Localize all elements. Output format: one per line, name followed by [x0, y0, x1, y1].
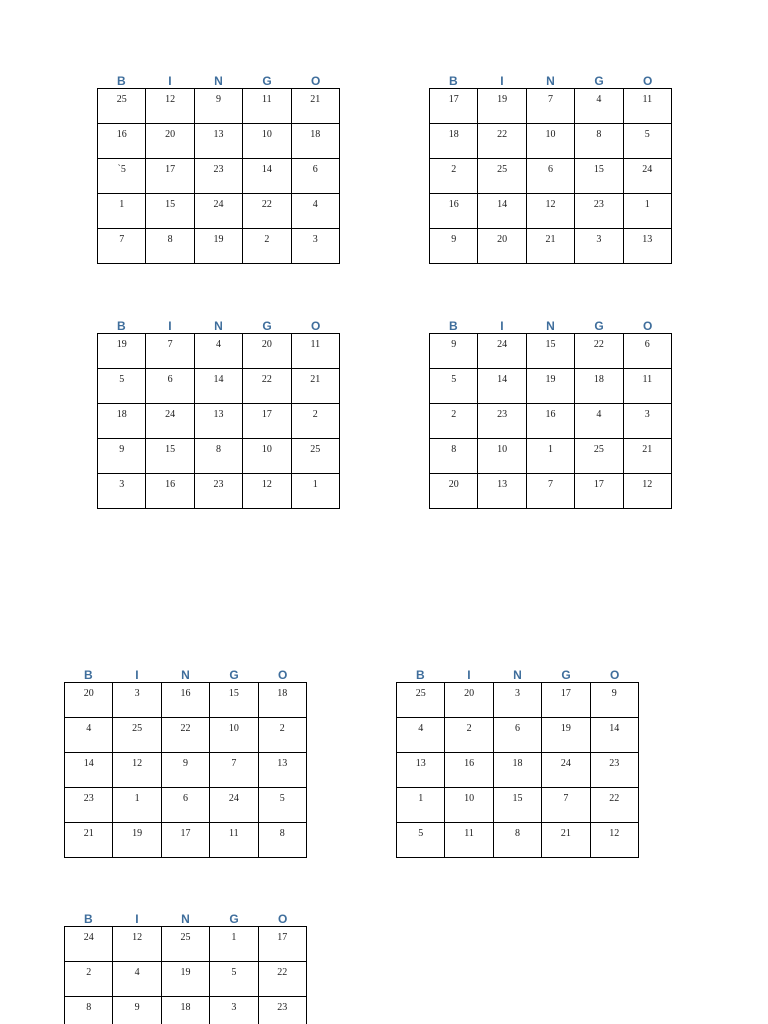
bingo-cell: 20 [243, 334, 291, 369]
bingo-cell: 22 [590, 788, 638, 823]
bingo-header-letter: B [116, 74, 126, 88]
bingo-header-letter: N [546, 74, 555, 88]
bingo-cell: 18 [291, 124, 339, 159]
bingo-cell: 24 [210, 788, 258, 823]
bingo-cell: 9 [590, 683, 638, 718]
bingo-header-letter: I [168, 74, 172, 88]
bingo-header [97, 315, 340, 333]
bingo-cell: 21 [526, 229, 574, 264]
bingo-cell: 11 [623, 89, 671, 124]
bingo-header-letter: B [116, 319, 126, 333]
bingo-grid [97, 88, 340, 264]
bingo-header-letter: N [214, 74, 223, 88]
bingo-header-letter: I [500, 74, 504, 88]
bingo-header-letter: N [181, 668, 190, 682]
bingo-row [65, 753, 307, 788]
bingo-cell: 4 [65, 718, 113, 753]
bingo-cell: 19 [478, 89, 526, 124]
bingo-cell: 8 [65, 997, 113, 1024]
bingo-cell: 11 [445, 823, 493, 858]
bingo-header-letter: G [561, 668, 571, 682]
bingo-header-letter: B [415, 668, 425, 682]
bingo-cell: 7 [526, 89, 574, 124]
bingo-header-letter: O [643, 319, 653, 333]
bingo-cell: 23 [65, 788, 113, 823]
bingo-cell: 13 [194, 124, 242, 159]
bingo-cell: 19 [161, 962, 209, 997]
bingo-cell: 14 [478, 369, 526, 404]
bingo-cell: 7 [542, 788, 590, 823]
bingo-row [98, 474, 340, 509]
bingo-cell: 17 [542, 683, 590, 718]
bingo-cell: 20 [445, 683, 493, 718]
bingo-cell: 16 [526, 404, 574, 439]
bingo-cell: 3 [98, 474, 146, 509]
bingo-cell: 10 [243, 124, 291, 159]
bingo-card [429, 315, 672, 509]
bingo-row [430, 439, 672, 474]
bingo-cell: 7 [98, 229, 146, 264]
bingo-cell: 15 [146, 439, 194, 474]
bingo-cell: 16 [161, 683, 209, 718]
bingo-row [397, 683, 639, 718]
bingo-cell: 7 [526, 474, 574, 509]
bingo-cell: 1 [397, 788, 445, 823]
bingo-cell: 19 [113, 823, 161, 858]
bingo-row [430, 194, 672, 229]
bingo-cell: 14 [478, 194, 526, 229]
bingo-cell: 10 [526, 124, 574, 159]
bingo-row [65, 823, 307, 858]
bingo-cell: 12 [623, 474, 671, 509]
bingo-cell: 13 [194, 404, 242, 439]
bingo-cell: 9 [113, 997, 161, 1024]
bingo-cell: 11 [291, 334, 339, 369]
bingo-card [396, 664, 639, 858]
bingo-cell: 9 [430, 229, 478, 264]
bingo-grid [97, 333, 340, 509]
bingo-cell: 2 [430, 404, 478, 439]
bingo-row [430, 474, 672, 509]
bingo-cell: 22 [243, 369, 291, 404]
bingo-cell: 22 [243, 194, 291, 229]
bingo-cell: 9 [98, 439, 146, 474]
bingo-cell: 24 [194, 194, 242, 229]
bingo-row [98, 369, 340, 404]
bingo-cell: 6 [146, 369, 194, 404]
bingo-cell: 15 [575, 159, 623, 194]
bingo-cell: 25 [113, 718, 161, 753]
bingo-row [65, 927, 307, 962]
bingo-cell: 17 [146, 159, 194, 194]
bingo-cell: 23 [590, 753, 638, 788]
bingo-cell: 17 [430, 89, 478, 124]
bingo-header-letter: N [546, 319, 555, 333]
bingo-cell: 4 [291, 194, 339, 229]
bingo-cell: 12 [590, 823, 638, 858]
bingo-cell: 2 [65, 962, 113, 997]
bingo-cell: 25 [478, 159, 526, 194]
bingo-row [98, 229, 340, 264]
bingo-header [64, 908, 307, 926]
bingo-row [65, 962, 307, 997]
bingo-cell: 13 [478, 474, 526, 509]
bingo-cell: 22 [478, 124, 526, 159]
bingo-cell: 3 [623, 404, 671, 439]
bingo-cell: 18 [575, 369, 623, 404]
bingo-grid [429, 333, 672, 509]
bingo-row [65, 683, 307, 718]
bingo-header-letter: G [594, 319, 604, 333]
bingo-header [429, 315, 672, 333]
bingo-header [396, 664, 639, 682]
bingo-cell: 18 [258, 683, 306, 718]
bingo-cell: 8 [194, 439, 242, 474]
bingo-header-letter: N [214, 319, 223, 333]
bingo-cell: 2 [258, 718, 306, 753]
bingo-header-letter: G [262, 319, 272, 333]
bingo-header-letter: I [135, 668, 139, 682]
bingo-cell: 25 [397, 683, 445, 718]
bingo-cell: 21 [291, 89, 339, 124]
bingo-row [98, 89, 340, 124]
bingo-cell: 22 [161, 718, 209, 753]
bingo-cell: 15 [493, 788, 541, 823]
bingo-cell: 4 [113, 962, 161, 997]
bingo-grid [64, 926, 307, 1024]
bingo-cell: 1 [291, 474, 339, 509]
bingo-header-letter: I [168, 319, 172, 333]
bingo-header-letter: O [610, 668, 620, 682]
bingo-cell: 14 [65, 753, 113, 788]
bingo-header-letter: N [181, 912, 190, 926]
bingo-cell: 1 [113, 788, 161, 823]
bingo-cell: 20 [430, 474, 478, 509]
bingo-cell: 21 [291, 369, 339, 404]
bingo-cell: 8 [146, 229, 194, 264]
bingo-row [397, 823, 639, 858]
bingo-cell: 2 [243, 229, 291, 264]
bingo-grid [429, 88, 672, 264]
bingo-cell: 22 [258, 962, 306, 997]
bingo-cell: 4 [194, 334, 242, 369]
bingo-cell: 19 [194, 229, 242, 264]
bingo-cell: 1 [623, 194, 671, 229]
bingo-cell: 11 [623, 369, 671, 404]
bingo-cell: 13 [258, 753, 306, 788]
bingo-header-letter: O [311, 74, 321, 88]
bingo-cell: 1 [210, 927, 258, 962]
bingo-row [397, 788, 639, 823]
bingo-cell: 2 [291, 404, 339, 439]
bingo-cell: 23 [478, 404, 526, 439]
bingo-row [430, 124, 672, 159]
bingo-cell: 17 [258, 927, 306, 962]
bingo-row [65, 788, 307, 823]
bingo-row [65, 997, 307, 1024]
bingo-cell: 18 [493, 753, 541, 788]
bingo-header-letter: O [311, 319, 321, 333]
bingo-row [98, 194, 340, 229]
bingo-cell: 5 [98, 369, 146, 404]
bingo-cell: 17 [243, 404, 291, 439]
bingo-header [64, 664, 307, 682]
bingo-cell: 16 [98, 124, 146, 159]
bingo-cell: 14 [590, 718, 638, 753]
bingo-row [430, 159, 672, 194]
bingo-header-letter: O [278, 668, 288, 682]
bingo-cell: 9 [194, 89, 242, 124]
bingo-cell: 14 [194, 369, 242, 404]
bingo-header-letter: B [83, 668, 93, 682]
bingo-cell: 24 [623, 159, 671, 194]
bingo-cell: 3 [291, 229, 339, 264]
bingo-cell: 25 [291, 439, 339, 474]
bingo-cell: 13 [397, 753, 445, 788]
bingo-cell: 15 [146, 194, 194, 229]
bingo-header-letter: O [278, 912, 288, 926]
bingo-cell: 3 [493, 683, 541, 718]
bingo-cell: 24 [65, 927, 113, 962]
bingo-row [430, 334, 672, 369]
bingo-cell: 4 [575, 89, 623, 124]
bingo-cell: 23 [194, 474, 242, 509]
bingo-row [98, 439, 340, 474]
bingo-card [97, 70, 340, 264]
bingo-cell: 19 [542, 718, 590, 753]
bingo-cell: 4 [575, 404, 623, 439]
bingo-cell: 6 [291, 159, 339, 194]
bingo-header-letter: I [500, 319, 504, 333]
bingo-cell: 21 [623, 439, 671, 474]
bingo-card [97, 315, 340, 509]
bingo-cell: 15 [210, 683, 258, 718]
bingo-header-letter: G [594, 74, 604, 88]
bingo-header-letter: N [513, 668, 522, 682]
bingo-cell: 25 [98, 89, 146, 124]
bingo-cell: 8 [493, 823, 541, 858]
bingo-card [64, 908, 307, 1024]
bingo-cell: 25 [161, 927, 209, 962]
bingo-cell: 18 [98, 404, 146, 439]
bingo-header-letter: G [229, 912, 239, 926]
bingo-header [429, 70, 672, 88]
bingo-cell: 17 [575, 474, 623, 509]
bingo-row [98, 124, 340, 159]
bingo-header-letter: B [448, 319, 458, 333]
bingo-cell: 12 [113, 753, 161, 788]
bingo-row [65, 718, 307, 753]
bingo-row [98, 404, 340, 439]
bingo-row [98, 159, 340, 194]
bingo-header-letter: I [467, 668, 471, 682]
bingo-cell: 23 [194, 159, 242, 194]
bingo-cell: 12 [526, 194, 574, 229]
bingo-cell: 20 [478, 229, 526, 264]
bingo-cell: 10 [445, 788, 493, 823]
bingo-row [430, 89, 672, 124]
bingo-cell: 6 [623, 334, 671, 369]
bingo-cell: 24 [146, 404, 194, 439]
bingo-cell: 23 [575, 194, 623, 229]
bingo-cell: 21 [542, 823, 590, 858]
bingo-cell: 22 [575, 334, 623, 369]
bingo-header-letter: O [643, 74, 653, 88]
bingo-cell: 10 [210, 718, 258, 753]
bingo-cell: 5 [397, 823, 445, 858]
bingo-cell: 18 [161, 997, 209, 1024]
bingo-header-letter: B [83, 912, 93, 926]
bingo-row [430, 369, 672, 404]
bingo-cell: 9 [430, 334, 478, 369]
bingo-cell: 6 [493, 718, 541, 753]
bingo-cell: 3 [113, 683, 161, 718]
bingo-cell: 11 [243, 89, 291, 124]
bingo-cell: 3 [210, 997, 258, 1024]
bingo-cell: 21 [65, 823, 113, 858]
bingo-cell: 5 [258, 788, 306, 823]
bingo-cell: 10 [478, 439, 526, 474]
bingo-cell: 20 [146, 124, 194, 159]
bingo-cell: 15 [526, 334, 574, 369]
bingo-cell: 16 [445, 753, 493, 788]
bingo-header-letter: G [262, 74, 272, 88]
bingo-cell: 8 [430, 439, 478, 474]
bingo-row [98, 334, 340, 369]
bingo-cell: 6 [526, 159, 574, 194]
bingo-card [64, 664, 307, 858]
bingo-cell: 20 [65, 683, 113, 718]
bingo-cell: 10 [243, 439, 291, 474]
bingo-cell: 17 [161, 823, 209, 858]
bingo-cell: 16 [430, 194, 478, 229]
bingo-cell: 12 [146, 89, 194, 124]
bingo-cell: 18 [430, 124, 478, 159]
bingo-cell: 5 [623, 124, 671, 159]
bingo-cell: 1 [526, 439, 574, 474]
bingo-cell: 5 [430, 369, 478, 404]
bingo-grid [64, 682, 307, 858]
bingo-cell: 4 [397, 718, 445, 753]
bingo-cell: 16 [146, 474, 194, 509]
bingo-cell: `5 [98, 159, 146, 194]
bingo-cell: 5 [210, 962, 258, 997]
bingo-cell: 1 [98, 194, 146, 229]
bingo-row [430, 404, 672, 439]
bingo-cell: 3 [575, 229, 623, 264]
bingo-header-letter: I [135, 912, 139, 926]
bingo-cell: 13 [623, 229, 671, 264]
bingo-cell: 25 [575, 439, 623, 474]
bingo-cell: 8 [575, 124, 623, 159]
bingo-cell: 8 [258, 823, 306, 858]
bingo-grid [396, 682, 639, 858]
bingo-cell: 24 [478, 334, 526, 369]
bingo-cell: 23 [258, 997, 306, 1024]
bingo-cell: 7 [146, 334, 194, 369]
bingo-cell: 19 [98, 334, 146, 369]
bingo-cell: 7 [210, 753, 258, 788]
bingo-row [397, 718, 639, 753]
bingo-cell: 24 [542, 753, 590, 788]
bingo-cell: 2 [430, 159, 478, 194]
bingo-header-letter: G [229, 668, 239, 682]
bingo-cell: 2 [445, 718, 493, 753]
bingo-cell: 6 [161, 788, 209, 823]
bingo-card [429, 70, 672, 264]
bingo-cell: 9 [161, 753, 209, 788]
bingo-cell: 12 [243, 474, 291, 509]
bingo-cell: 19 [526, 369, 574, 404]
bingo-header [97, 70, 340, 88]
bingo-cell: 11 [210, 823, 258, 858]
bingo-cell: 12 [113, 927, 161, 962]
bingo-row [397, 753, 639, 788]
bingo-cell: 14 [243, 159, 291, 194]
bingo-row [430, 229, 672, 264]
bingo-header-letter: B [448, 74, 458, 88]
